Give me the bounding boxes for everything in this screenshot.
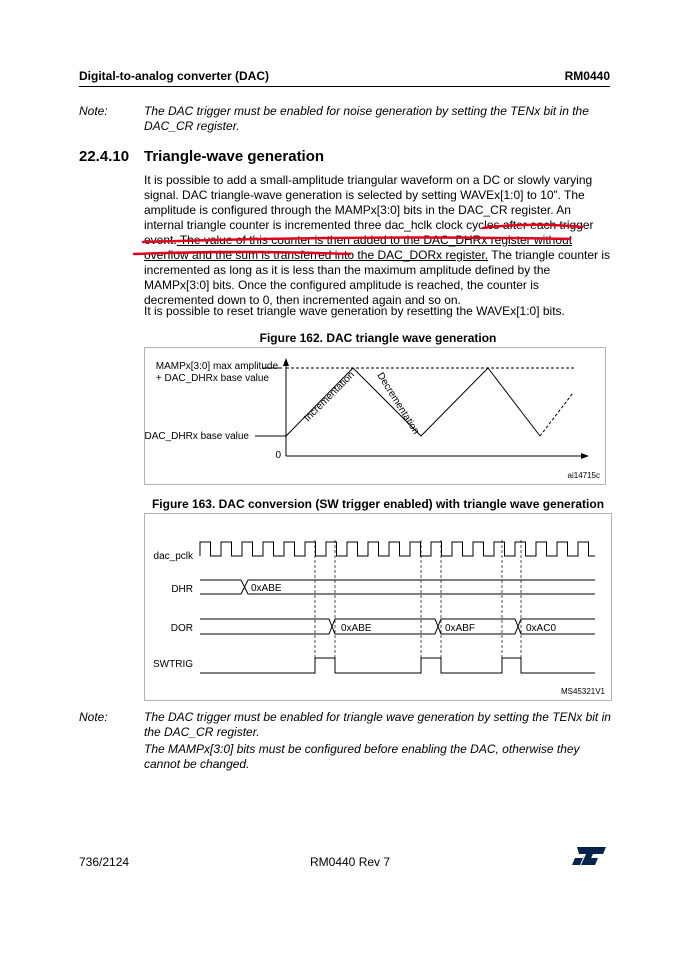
max-amplitude-label-2: + DAC_DHRx base value (155, 373, 269, 384)
signal-label-dac-pclk: dac_pclk (153, 551, 193, 562)
signal-label-dor: DOR (170, 623, 193, 634)
dor-value-2: 0xABF (445, 623, 476, 634)
figure-162-caption: Figure 162. DAC triangle wave generation (259, 331, 497, 345)
header-title: Digital-to-analog converter (DAC) (79, 69, 270, 83)
paragraph-text: The triangle counter is incremented as long as it is less than the maximum amplitude defined by the MAMPx[3:0] bits. Once the configured amplitude is reached, the counter is decremented down to 0, then incremented again and so on. (144, 248, 611, 307)
figure-162-box (144, 347, 606, 485)
note-text: The DAC trigger must be enabled for noise generation by setting the TENx bit in the DAC_CR register. (144, 104, 589, 133)
paragraph-triangle-description (144, 173, 612, 308)
zero-label: 0 (275, 450, 281, 461)
underlined-text: The value of this counter is then added to the DAC_DHRx register without overflow and the sum is transferred into the DAC_DORx register. (144, 233, 573, 262)
timing-guides (315, 540, 521, 658)
clock-waveform (200, 542, 595, 556)
base-value-label: DAC_DHRx base value (145, 431, 249, 442)
timing-diagram (145, 514, 611, 700)
decrementation-label: Decrementation (374, 370, 422, 437)
header-doc: RM0440 (564, 69, 610, 83)
triangle-wave-diagram (145, 348, 605, 484)
max-amplitude-label: MAMPx[3:0] max amplitude (155, 361, 278, 372)
dhr-value: 0xABE (251, 583, 282, 594)
figure-163-caption: Figure 163. DAC conversion (SW trigger enabled) with triangle wave generation (151, 497, 605, 511)
paragraph-text: It is possible to add a small-amplitude triangular waveform on a DC or slowly varying signal. DAC triangle-wave generation is selected by setting WAVEx[1:0] to 10”. The amplitude is configured through the MAMPx[3:0] bits in the DAC_CR register. An internal triangle counter is incremented three dac_hclk clock cycles after each trigger event. (144, 173, 594, 247)
dor-value-1: 0xABE (341, 623, 372, 634)
note2-label: Note: (79, 710, 108, 724)
incrementation-label: Incrementation (302, 369, 357, 425)
note2-text-1: The DAC trigger must be enabled for triangle wave generation by setting the TENx bit in the DAC_CR register. (144, 710, 611, 739)
footer-doc-rev: RM0440 Rev 7 (310, 855, 391, 869)
section-title: Triangle-wave generation (144, 148, 325, 165)
paragraph-reset: It is possible to reset triangle wave generation by resetting the WAVEx[1:0] bits. (144, 304, 565, 318)
swtrig-waveform (200, 658, 595, 673)
section-number: 22.4.10 (79, 148, 130, 165)
signal-label-swtrig: SWTRIG (153, 659, 193, 670)
header-rule (79, 86, 610, 87)
st-logo (571, 846, 607, 866)
figure-163-box (144, 513, 612, 701)
dor-value-3: 0xAC0 (526, 623, 557, 634)
figure-162-ref: ai14715c (567, 471, 600, 480)
note-label: Note: (79, 104, 108, 118)
footer-page-number: 736/2124 (79, 855, 130, 869)
figure-163-ref: MS45321V1 (560, 687, 605, 696)
signal-label-dhr: DHR (171, 584, 193, 595)
note2-text-2: The MAMPx[3:0] bits must be configured before enabling the DAC, otherwise they cannot be changed. (144, 742, 580, 771)
